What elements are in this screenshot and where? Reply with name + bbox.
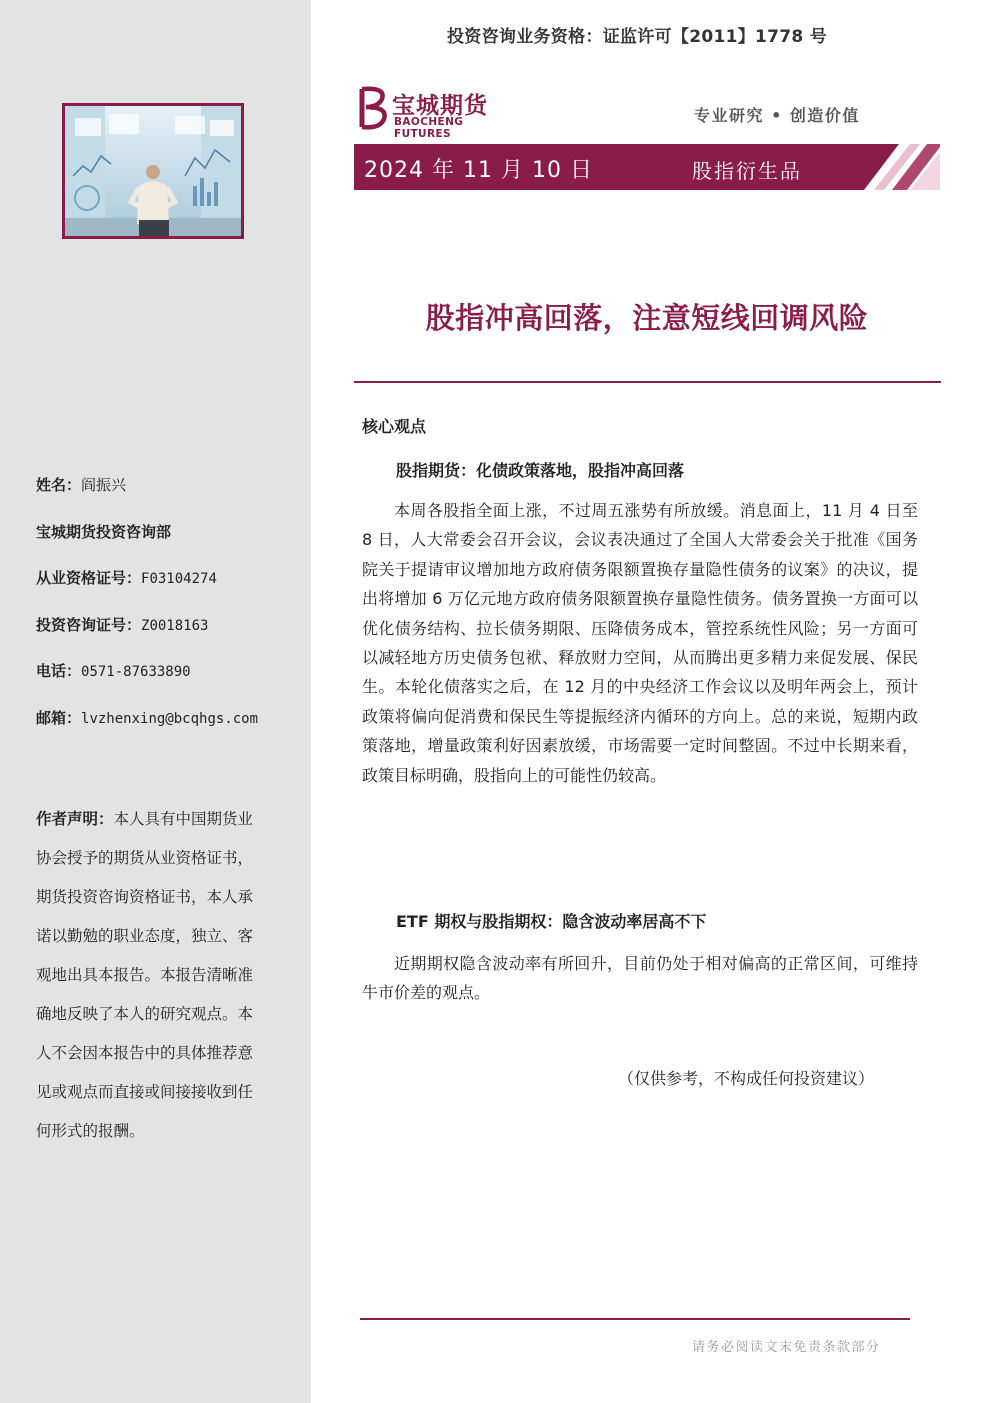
cover-photo (62, 103, 244, 239)
author-email-label: 邮箱： (36, 708, 82, 727)
section-body-options: 近期期权隐含波动率有所回升，目前仍处于相对偏高的正常区间，可维持牛市价差的观点。 (362, 954, 918, 1003)
author-advisory-row (36, 610, 286, 657)
footer-divider (360, 1318, 910, 1320)
license-line: 投资咨询业务资格：证监许可【2011】1778 号 (447, 27, 828, 47)
author-advisory-label: 投资咨询证号： (36, 615, 142, 634)
core-view-label: 核心观点 (362, 417, 427, 436)
report-category: 股指衍生品 (692, 159, 802, 183)
section-body-futures: 本周各股指全面上涨，不过周五涨势有所放缓。消息面上，11 月 4 日至 8 日，人大常委会召开会议，会议表决通过了全国人大常委会关于批准《国务院关于提请审议增加地方政府债务限额置换存量隐性债务的议案》的决议，提出将增加 6 万亿元地方政府债务限额置换存量隐性债务。债务置换一方面可以优化债务结构、拉长债务期限、压降债务成本，管控系统性风险；另一方面可以减轻地方历史债务包袱、释放财力空间，从而腾出更多精力来促发展、保民生。本轮化债落实之后，在 12 月的中央经济工作会议以及明年两会上，预计政策将偏向促消费和保民生等提振经济内循环的方向上。总的来说，短期内政策落地，增量政策利好因素放缓，市场需要一定时间整固。不过中长期来看，政策目标明确，股指向上的可能性仍较高。 (362, 501, 918, 785)
author-cert: F03104274 (141, 571, 217, 587)
report-title: 股指冲高回落，注意短线回调风险 (425, 301, 869, 335)
author-statement (36, 800, 268, 1151)
author-phone: 0571-87633890 (81, 664, 191, 680)
author-cert-label: 从业资格证号： (36, 569, 142, 587)
logo-chinese-name: 宝城期货 (392, 93, 488, 119)
section-heading-futures: 股指期货：化债政策落地，股指冲高回落 (396, 461, 685, 480)
author-cert-row (36, 563, 286, 610)
title-divider (354, 381, 941, 383)
businessman-charts-image (65, 106, 241, 236)
company-logo (356, 85, 516, 140)
logo-mark-icon (356, 85, 390, 131)
statement-text: 本人具有中国期货业协会授予的期货从业资格证书，期货投资咨询资格证书，本人承诺以勤勉的职业态度，独立、客观地出具本报告。本报告清晰准确地反映了本人的研究观点。本人不会因本报告中的具体推荐意见或观点而直接或间接接收到任何形式的报酬。 (36, 810, 254, 1140)
author-info (36, 470, 286, 749)
author-phone-row (36, 656, 286, 703)
author-name-row (36, 470, 286, 517)
author-name-label: 姓名： (36, 476, 82, 494)
author-email-row (36, 703, 286, 750)
section-heading-options: ETF 期权与股指期权：隐含波动率居高不下 (396, 912, 707, 931)
advice-disclaimer: （仅供参考，不构成任何投资建议） (618, 1069, 875, 1088)
statement-label: 作者声明： (36, 810, 114, 828)
author-advisory: Z0018163 (141, 617, 209, 634)
slogan: 专业研究 • 创造价值 (694, 106, 860, 125)
author-name: 阎振兴 (81, 476, 127, 494)
author-phone-label: 电话： (36, 662, 82, 680)
footer-disclaimer-note: 请务必阅读文末免责条款部分 (692, 1340, 881, 1355)
sidebar (0, 0, 311, 1403)
author-department: 宝城期货投资咨询部 (36, 522, 172, 541)
logo-english-name: BAOCHENG FUTURES (394, 116, 464, 140)
report-date: 2024 年 11 月 10 日 (364, 158, 593, 183)
author-email: lvzhenxing@bcqhgs.com (81, 710, 259, 727)
author-department-row (36, 517, 286, 564)
